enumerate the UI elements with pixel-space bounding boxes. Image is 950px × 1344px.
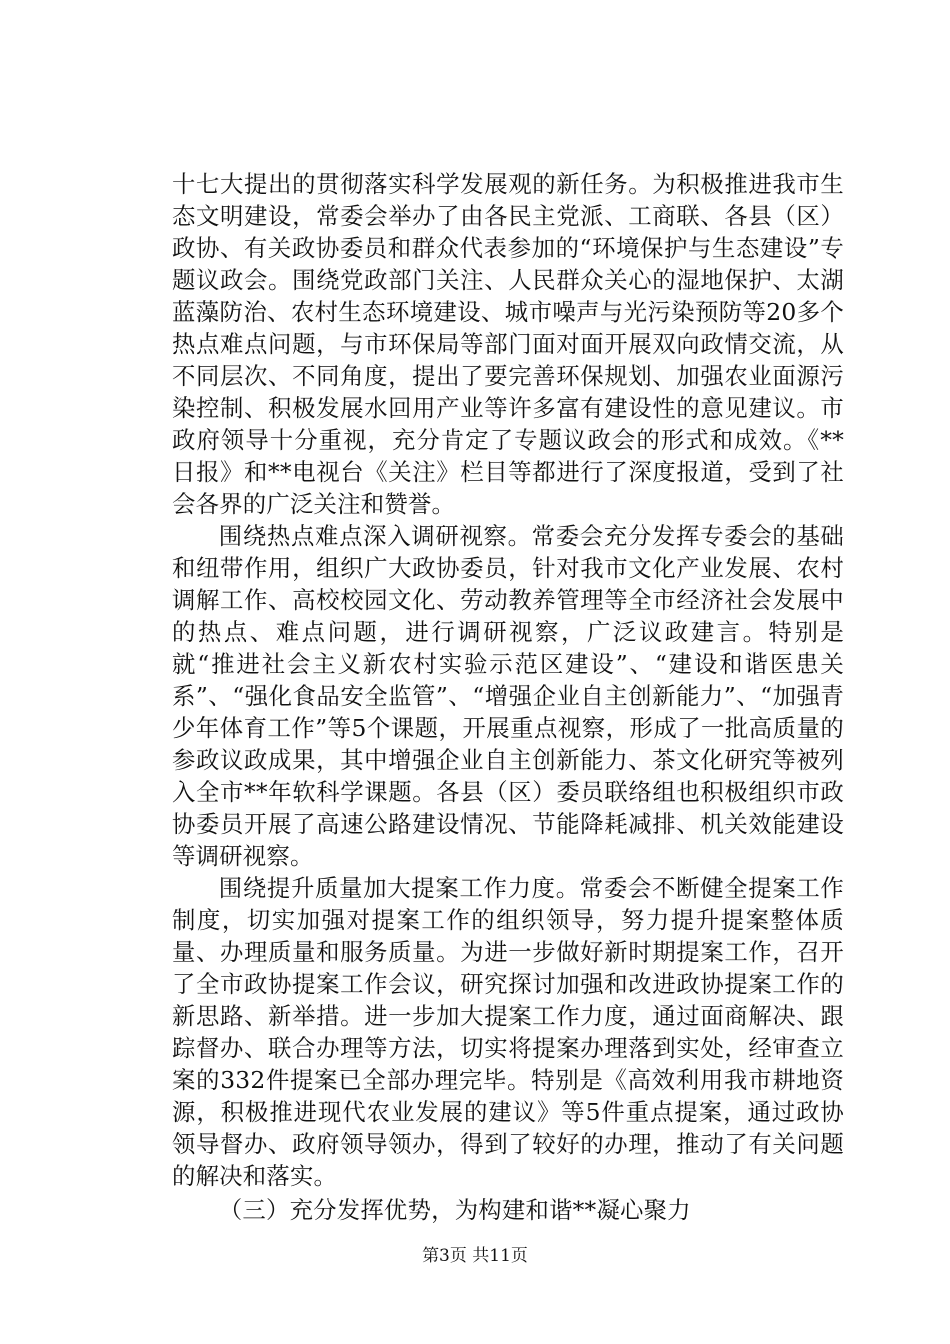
paragraph-continuation: 十七大提出的贯彻落实科学发展观的新任务。为积极推进我市生态文明建设，常委会举办了由各民主党派、工商联、各县（区）政协、有关政协委员和群众代表参加的“环境保护与生态建设”专题议政会。围绕党政部门关注、人民群众关心的湿地保护、太湖蓝藻防治、农村生态环境建设、城市噪声与光污染预防等20多个热点难点问题，与市环保局等部门面对面开展双向政情交流，从不同层次、不同角度，提出了要完善环保规划、加强农业面源污染控制、积极发展水回用产业等许多富有建设性的意见建议。市政府领导十分重视，充分肯定了专题议政会的形式和成效。《**日报》和**电视台《关注》栏目等都进行了深度报道，受到了社会各界的广泛关注和赞誉。 xyxy=(172,170,844,518)
document-body xyxy=(172,168,844,1226)
section-heading: （三）充分发挥优势，为构建和谐**凝心聚力 xyxy=(218,1196,691,1224)
paragraph-proposal-work: 围绕提升质量加大提案工作力度。常委会不断健全提案工作制度，切实加强对提案工作的组织领导，努力提升提案整体质量、办理质量和服务质量。为进一步做好新时期提案工作，召开了全市政协提案工作会议，研究探讨加强和改进政协提案工作的新思路、新举措。进一步加大提案工作力度，通过面商解决、跟踪督办、联合办理等方法，切实将提案办理落到实处，经审查立案的332件提案已全部办理完毕。特别是《高效利用我市耕地资源，积极推进现代农业发展的建议》等5件重点提案，通过政协领导督办、政府领导领办，得到了较好的办理，推动了有关问题的解决和落实。 xyxy=(172,874,844,1190)
page-footer: 第3页 共11页 xyxy=(422,1246,528,1266)
paragraph-research-inspection: 围绕热点难点深入调研视察。常委会充分发挥专委会的基础和纽带作用，组织广大政协委员，针对我市文化产业发展、农村调解工作、高校校园文化、劳动教养管理等全市经济社会发展中的热点、难点问题，进行调研视察，广泛议政建言。特别是就“推进社会主义新农村实验示范区建设”、“建设和谐医患关系”、“强化食品安全监管”、“增强企业自主创新能力”、“加强青少年体育工作”等5个课题，开展重点视察，形成了一批高质量的参政议政成果，其中增强企业自主创新能力、茶文化研究等被列入全市**年软科学课题。各县（区）委员联络组也积极组织市政协委员开展了高速公路建设情况、节能降耗减排、机关效能建设等调研视察。 xyxy=(172,522,844,870)
